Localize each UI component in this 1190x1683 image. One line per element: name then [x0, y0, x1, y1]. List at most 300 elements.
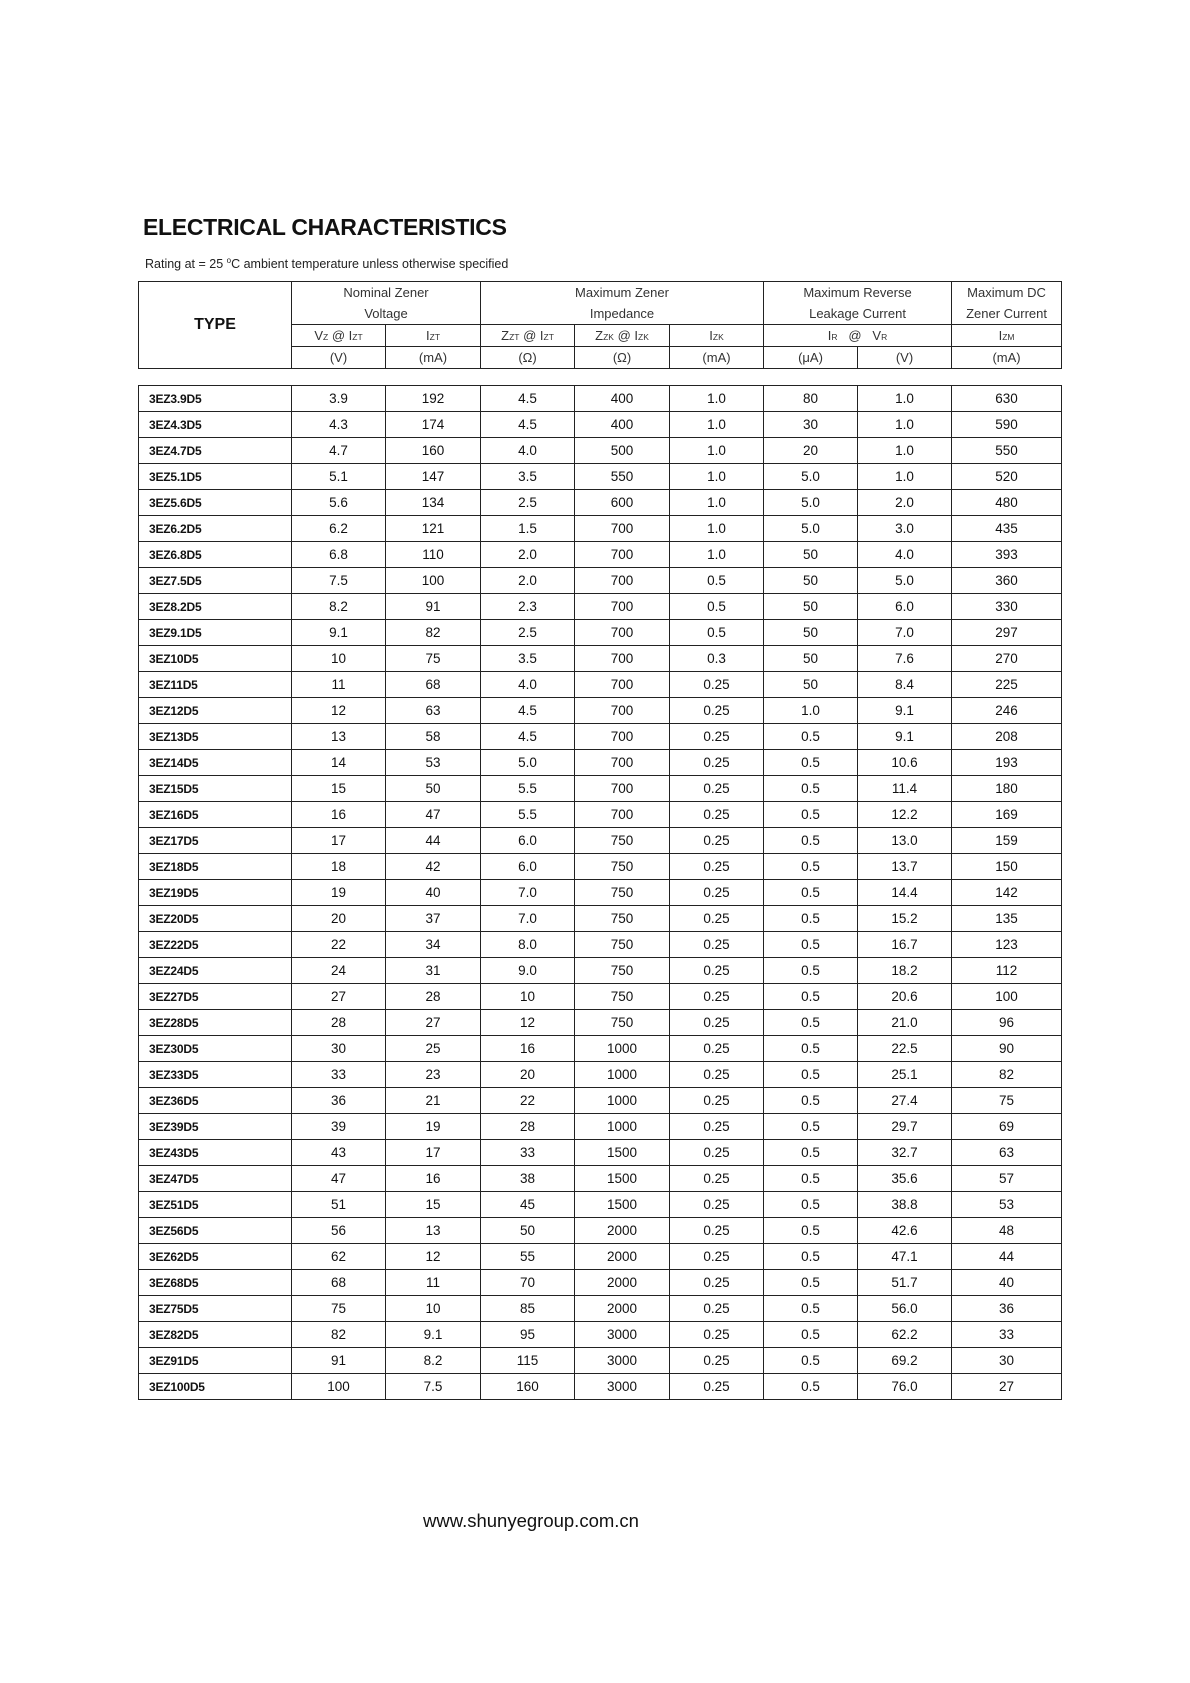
type-cell: 3EZ68D5: [139, 1270, 292, 1296]
value-cell: 69: [952, 1114, 1062, 1140]
value-cell: 56: [292, 1218, 386, 1244]
type-cell: 3EZ6.8D5: [139, 542, 292, 568]
value-cell: 12: [386, 1244, 481, 1270]
value-cell: 11: [386, 1270, 481, 1296]
value-cell: 1500: [575, 1140, 670, 1166]
table-row: [139, 594, 1062, 620]
page-title: ELECTRICAL CHARACTERISTICS: [143, 214, 507, 240]
characteristics-header-table: [138, 281, 1062, 369]
unit-cell: (μA): [764, 347, 858, 369]
value-cell: 0.5: [764, 828, 858, 854]
value-cell: 75: [386, 646, 481, 672]
value-cell: 550: [952, 438, 1062, 464]
value-cell: 24: [292, 958, 386, 984]
value-cell: 0.5: [764, 1218, 858, 1244]
value-cell: 4.5: [481, 412, 575, 438]
value-cell: 0.25: [670, 1036, 764, 1062]
table-row: [139, 490, 1062, 516]
value-cell: 53: [952, 1192, 1062, 1218]
value-cell: 10: [386, 1296, 481, 1322]
value-cell: 630: [952, 386, 1062, 412]
value-cell: 0.5: [764, 1296, 858, 1322]
type-cell: 3EZ19D5: [139, 880, 292, 906]
value-cell: 7.5: [292, 568, 386, 594]
value-cell: 0.25: [670, 1244, 764, 1270]
value-cell: 110: [386, 542, 481, 568]
value-cell: 82: [292, 1322, 386, 1348]
value-cell: 750: [575, 880, 670, 906]
value-cell: 47.1: [858, 1244, 952, 1270]
sym-sub: R: [831, 332, 838, 342]
type-cell: 3EZ12D5: [139, 698, 292, 724]
value-cell: 6.0: [481, 854, 575, 880]
value-cell: 25.1: [858, 1062, 952, 1088]
value-cell: 9.1: [858, 724, 952, 750]
value-cell: 0.25: [670, 1270, 764, 1296]
value-cell: 10.6: [858, 750, 952, 776]
value-cell: 30: [764, 412, 858, 438]
type-cell: 3EZ62D5: [139, 1244, 292, 1270]
value-cell: 3.0: [858, 516, 952, 542]
table-row: [139, 750, 1062, 776]
value-cell: 160: [386, 438, 481, 464]
value-cell: 22: [292, 932, 386, 958]
unit-cell: (mA): [386, 347, 481, 369]
value-cell: 0.5: [764, 880, 858, 906]
value-cell: 95: [481, 1322, 575, 1348]
value-cell: 22.5: [858, 1036, 952, 1062]
sym-sub: ZT: [509, 332, 520, 342]
type-cell: 3EZ10D5: [139, 646, 292, 672]
value-cell: 180: [952, 776, 1062, 802]
value-cell: 4.3: [292, 412, 386, 438]
value-cell: 7.0: [481, 906, 575, 932]
value-cell: 0.5: [764, 724, 858, 750]
table-row: [139, 1270, 1062, 1296]
value-cell: 1000: [575, 1114, 670, 1140]
sym-sub: ZK: [603, 332, 614, 342]
sym-sub: R: [881, 332, 888, 342]
value-cell: 1000: [575, 1036, 670, 1062]
value-cell: 160: [481, 1374, 575, 1400]
type-cell: 3EZ28D5: [139, 1010, 292, 1036]
value-cell: 0.5: [670, 620, 764, 646]
value-cell: 76.0: [858, 1374, 952, 1400]
header-line: Maximum Reverse: [803, 285, 912, 300]
value-cell: 28: [386, 984, 481, 1010]
value-cell: 9.0: [481, 958, 575, 984]
sym-main: I: [998, 328, 1003, 343]
type-cell: 3EZ24D5: [139, 958, 292, 984]
value-cell: 15: [292, 776, 386, 802]
value-cell: 30: [952, 1348, 1062, 1374]
type-cell: 3EZ82D5: [139, 1322, 292, 1348]
value-cell: 700: [575, 672, 670, 698]
value-cell: 48: [952, 1218, 1062, 1244]
value-cell: 13: [386, 1218, 481, 1244]
header-line: Nominal Zener: [343, 285, 429, 300]
sym-main: I: [827, 328, 832, 343]
value-cell: 91: [386, 594, 481, 620]
value-cell: 2000: [575, 1296, 670, 1322]
value-cell: 0.25: [670, 984, 764, 1010]
value-cell: 270: [952, 646, 1062, 672]
sym-main: I: [426, 328, 430, 343]
value-cell: 520: [952, 464, 1062, 490]
value-cell: 0.25: [670, 1062, 764, 1088]
value-cell: 750: [575, 984, 670, 1010]
value-cell: 700: [575, 802, 670, 828]
value-cell: 28: [292, 1010, 386, 1036]
sym-sub: ZK: [638, 332, 649, 342]
value-cell: 7.6: [858, 646, 952, 672]
type-cell: 3EZ36D5: [139, 1088, 292, 1114]
unit-cell: (mA): [670, 347, 764, 369]
value-cell: 0.5: [764, 1088, 858, 1114]
value-cell: 2.5: [481, 490, 575, 516]
header-line: Impedance: [589, 306, 655, 321]
sym-mid: @ I: [328, 328, 353, 343]
value-cell: 22: [481, 1088, 575, 1114]
value-cell: 0.5: [764, 958, 858, 984]
value-cell: 90: [952, 1036, 1062, 1062]
value-cell: 0.5: [670, 594, 764, 620]
value-cell: 58: [386, 724, 481, 750]
value-cell: 400: [575, 386, 670, 412]
table-row: [139, 412, 1062, 438]
table-row: [139, 438, 1062, 464]
table-row: [139, 620, 1062, 646]
value-cell: 50: [764, 594, 858, 620]
value-cell: 43: [292, 1140, 386, 1166]
value-cell: 9.1: [386, 1322, 481, 1348]
value-cell: 700: [575, 698, 670, 724]
sym-main: Z: [595, 328, 604, 343]
value-cell: 169: [952, 802, 1062, 828]
value-cell: 27: [386, 1010, 481, 1036]
value-cell: 1.0: [858, 438, 952, 464]
value-cell: 62.2: [858, 1322, 952, 1348]
header-max-zener-impedance: [481, 282, 764, 325]
value-cell: 50: [764, 620, 858, 646]
value-cell: 225: [952, 672, 1062, 698]
value-cell: 750: [575, 906, 670, 932]
sym-sub: ZM: [1002, 332, 1015, 342]
sym-mid: @ I: [613, 328, 639, 343]
sym-main: I: [709, 328, 713, 343]
table-row: [139, 1218, 1062, 1244]
value-cell: 123: [952, 932, 1062, 958]
value-cell: 0.5: [764, 932, 858, 958]
value-cell: 700: [575, 594, 670, 620]
value-cell: 0.5: [764, 1270, 858, 1296]
table-row: [139, 1192, 1062, 1218]
value-cell: 14.4: [858, 880, 952, 906]
sym-mid: @ V: [837, 328, 882, 343]
value-cell: 0.25: [670, 1088, 764, 1114]
value-cell: 27.4: [858, 1088, 952, 1114]
table-row: [139, 932, 1062, 958]
value-cell: 0.5: [764, 802, 858, 828]
value-cell: 0.25: [670, 1218, 764, 1244]
value-cell: 1000: [575, 1088, 670, 1114]
value-cell: 0.5: [764, 1140, 858, 1166]
value-cell: 5.0: [858, 568, 952, 594]
value-cell: 100: [952, 984, 1062, 1010]
table-row: [139, 958, 1062, 984]
value-cell: 1.0: [670, 412, 764, 438]
value-cell: 18.2: [858, 958, 952, 984]
value-cell: 6.0: [481, 828, 575, 854]
value-cell: 10: [481, 984, 575, 1010]
value-cell: 100: [386, 568, 481, 594]
value-cell: 700: [575, 516, 670, 542]
value-cell: 70: [481, 1270, 575, 1296]
value-cell: 17: [386, 1140, 481, 1166]
value-cell: 42: [386, 854, 481, 880]
value-cell: 2.0: [481, 542, 575, 568]
value-cell: 0.25: [670, 1192, 764, 1218]
value-cell: 1.0: [858, 386, 952, 412]
type-cell: 3EZ18D5: [139, 854, 292, 880]
value-cell: 10: [292, 646, 386, 672]
header-line: Maximum DC: [967, 285, 1046, 300]
value-cell: 25: [386, 1036, 481, 1062]
type-cell: 3EZ100D5: [139, 1374, 292, 1400]
sym-main: Z: [501, 328, 510, 343]
value-cell: 30: [292, 1036, 386, 1062]
value-cell: 33: [952, 1322, 1062, 1348]
value-cell: 5.0: [764, 464, 858, 490]
value-cell: 297: [952, 620, 1062, 646]
value-cell: 7.0: [858, 620, 952, 646]
value-cell: 34: [386, 932, 481, 958]
table-row: [139, 1322, 1062, 1348]
value-cell: 82: [386, 620, 481, 646]
type-cell: 3EZ11D5: [139, 672, 292, 698]
value-cell: 75: [292, 1296, 386, 1322]
value-cell: 2000: [575, 1218, 670, 1244]
value-cell: 0.5: [764, 1010, 858, 1036]
value-cell: 2.3: [481, 594, 575, 620]
value-cell: 0.5: [764, 854, 858, 880]
table-row: [139, 1036, 1062, 1062]
value-cell: 135: [952, 906, 1062, 932]
value-cell: 0.25: [670, 828, 764, 854]
type-cell: 3EZ5.6D5: [139, 490, 292, 516]
value-cell: 45: [481, 1192, 575, 1218]
sym-sub: ZT: [543, 332, 554, 342]
value-cell: 9.1: [858, 698, 952, 724]
value-cell: 0.25: [670, 906, 764, 932]
value-cell: 1500: [575, 1192, 670, 1218]
value-cell: 47: [292, 1166, 386, 1192]
unit-cell: (Ω): [481, 347, 575, 369]
type-cell: 3EZ51D5: [139, 1192, 292, 1218]
table-row: [139, 802, 1062, 828]
type-cell: 3EZ56D5: [139, 1218, 292, 1244]
value-cell: 112: [952, 958, 1062, 984]
value-cell: 5.0: [764, 516, 858, 542]
value-cell: 1.0: [670, 516, 764, 542]
value-cell: 13.0: [858, 828, 952, 854]
table-row: [139, 1348, 1062, 1374]
value-cell: 0.25: [670, 1374, 764, 1400]
type-cell: 3EZ39D5: [139, 1114, 292, 1140]
value-cell: 1.0: [670, 438, 764, 464]
value-cell: 142: [952, 880, 1062, 906]
value-cell: 21: [386, 1088, 481, 1114]
type-cell: 3EZ33D5: [139, 1062, 292, 1088]
value-cell: 36: [952, 1296, 1062, 1322]
rating-note-pre: Rating at = 25: [145, 257, 227, 271]
value-cell: 0.5: [764, 984, 858, 1010]
type-cell: 3EZ7.5D5: [139, 568, 292, 594]
value-cell: 0.5: [764, 750, 858, 776]
value-cell: 4.0: [481, 672, 575, 698]
value-cell: 50: [386, 776, 481, 802]
value-cell: 0.5: [764, 906, 858, 932]
value-cell: 192: [386, 386, 481, 412]
value-cell: 3.5: [481, 646, 575, 672]
table-row: [139, 1114, 1062, 1140]
sym-sub: ZK: [712, 332, 724, 342]
value-cell: 68: [386, 672, 481, 698]
value-cell: 0.25: [670, 698, 764, 724]
value-cell: 700: [575, 776, 670, 802]
value-cell: 63: [952, 1140, 1062, 1166]
value-cell: 750: [575, 828, 670, 854]
value-cell: 27: [292, 984, 386, 1010]
value-cell: 13: [292, 724, 386, 750]
value-cell: 68: [292, 1270, 386, 1296]
value-cell: 5.5: [481, 802, 575, 828]
value-cell: 700: [575, 724, 670, 750]
unit-cell: (V): [292, 347, 386, 369]
header-line: Zener Current: [966, 306, 1047, 321]
header-max-reverse-leakage: [764, 282, 952, 325]
value-cell: 0.25: [670, 854, 764, 880]
value-cell: 55: [481, 1244, 575, 1270]
value-cell: 435: [952, 516, 1062, 542]
value-cell: 53: [386, 750, 481, 776]
table-row: [139, 542, 1062, 568]
sym-main: V: [314, 328, 324, 343]
sym-mid: @ I: [519, 328, 544, 343]
value-cell: 115: [481, 1348, 575, 1374]
value-cell: 0.5: [764, 1166, 858, 1192]
value-cell: 174: [386, 412, 481, 438]
type-cell: 3EZ27D5: [139, 984, 292, 1010]
value-cell: 4.0: [481, 438, 575, 464]
table-row: [139, 984, 1062, 1010]
type-cell: 3EZ15D5: [139, 776, 292, 802]
value-cell: 8.4: [858, 672, 952, 698]
table-row: [139, 854, 1062, 880]
value-cell: 550: [575, 464, 670, 490]
value-cell: 28: [481, 1114, 575, 1140]
symbol-zzt-izt: [481, 325, 575, 347]
value-cell: 2.0: [481, 568, 575, 594]
value-cell: 0.25: [670, 802, 764, 828]
value-cell: 0.25: [670, 724, 764, 750]
value-cell: 23: [386, 1062, 481, 1088]
value-cell: 5.5: [481, 776, 575, 802]
unit-cell: (Ω): [575, 347, 670, 369]
value-cell: 38.8: [858, 1192, 952, 1218]
rating-note: [145, 256, 508, 271]
value-cell: 400: [575, 412, 670, 438]
table-row: [139, 386, 1062, 412]
value-cell: 63: [386, 698, 481, 724]
type-cell: 3EZ6.2D5: [139, 516, 292, 542]
type-cell: 3EZ22D5: [139, 932, 292, 958]
value-cell: 0.25: [670, 1296, 764, 1322]
value-cell: 5.6: [292, 490, 386, 516]
value-cell: 29.7: [858, 1114, 952, 1140]
value-cell: 193: [952, 750, 1062, 776]
value-cell: 480: [952, 490, 1062, 516]
value-cell: 750: [575, 932, 670, 958]
value-cell: 20.6: [858, 984, 952, 1010]
value-cell: 150: [952, 854, 1062, 880]
symbol-izt: [386, 325, 481, 347]
value-cell: 0.25: [670, 1348, 764, 1374]
value-cell: 0.25: [670, 1010, 764, 1036]
value-cell: 57: [952, 1166, 1062, 1192]
value-cell: 0.25: [670, 750, 764, 776]
type-cell: 3EZ13D5: [139, 724, 292, 750]
value-cell: 1500: [575, 1166, 670, 1192]
value-cell: 75: [952, 1088, 1062, 1114]
value-cell: 0.3: [670, 646, 764, 672]
value-cell: 5.0: [481, 750, 575, 776]
value-cell: 12.2: [858, 802, 952, 828]
value-cell: 700: [575, 646, 670, 672]
value-cell: 11: [292, 672, 386, 698]
value-cell: 590: [952, 412, 1062, 438]
value-cell: 56.0: [858, 1296, 952, 1322]
type-cell: 3EZ4.7D5: [139, 438, 292, 464]
value-cell: 31: [386, 958, 481, 984]
value-cell: 0.25: [670, 880, 764, 906]
value-cell: 100: [292, 1374, 386, 1400]
value-cell: 50: [764, 672, 858, 698]
value-cell: 0.5: [764, 1348, 858, 1374]
value-cell: 4.5: [481, 698, 575, 724]
table-row: [139, 1374, 1062, 1400]
characteristics-data-table: [138, 385, 1062, 1400]
value-cell: 50: [764, 646, 858, 672]
value-cell: 750: [575, 854, 670, 880]
value-cell: 36: [292, 1088, 386, 1114]
sym-sub: ZT: [352, 332, 363, 342]
value-cell: 4.7: [292, 438, 386, 464]
value-cell: 12: [481, 1010, 575, 1036]
value-cell: 750: [575, 958, 670, 984]
value-cell: 82: [952, 1062, 1062, 1088]
value-cell: 15: [386, 1192, 481, 1218]
value-cell: 47: [386, 802, 481, 828]
value-cell: 0.5: [764, 1114, 858, 1140]
value-cell: 19: [292, 880, 386, 906]
type-cell: 3EZ75D5: [139, 1296, 292, 1322]
sym-sub: ZT: [429, 332, 441, 342]
value-cell: 32.7: [858, 1140, 952, 1166]
header-line: Leakage Current: [809, 306, 906, 321]
value-cell: 16: [481, 1036, 575, 1062]
table-row: [139, 1244, 1062, 1270]
